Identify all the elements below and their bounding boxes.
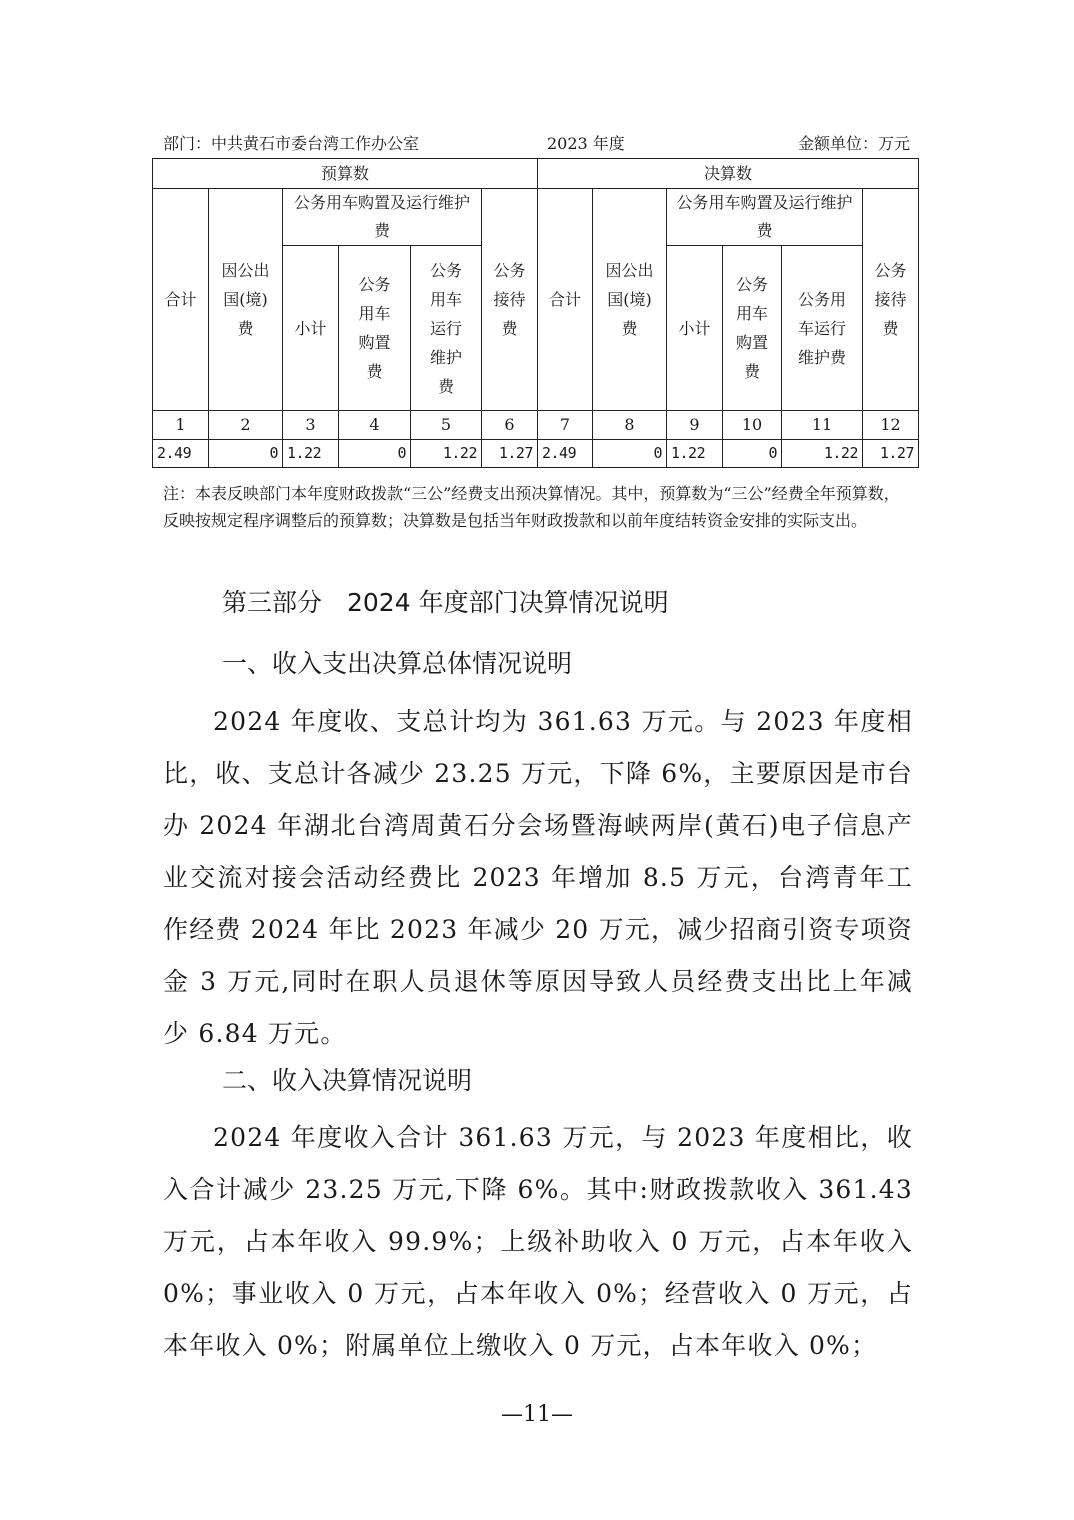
budget-total-value: 2.49 (153, 440, 209, 468)
final-reception-header: 公务接待费 (863, 189, 919, 411)
final-vehicle-group-header: 公务用车购置及运行维护费 (667, 189, 863, 246)
section-body-2: 2024 年度收入合计 361.63 万元，与 2023 年度相比，收入合计减少 23.25 万元,下降 6%。其中:财政拨款收入 361.43 万元，占本年收入 99.9%；上级补助收入 0 万元，占本年收入 0%；事业收入 0 万元，占本年收入 0%；经营收入 0 万元，占本年收入 0%；附属单位上缴收入 0 万元，占本年收入 0%； (163, 1123, 913, 1360)
budget-vehicle-group-header: 公务用车购置及运行维护费 (283, 189, 482, 246)
column-number: 7 (538, 411, 593, 440)
final-total-header: 合计 (538, 189, 593, 411)
budget-overseas-header: 因公出国(境)费 (209, 189, 283, 411)
final-reception-value: 1.27 (863, 440, 919, 468)
part-title: 第三部分 2024 年度部门决算情况说明 (222, 588, 669, 617)
column-number: 5 (411, 411, 482, 440)
final-subtotal-value: 1.22 (667, 440, 723, 468)
budget-subtotal-value: 1.22 (283, 440, 339, 468)
column-number-row (153, 411, 919, 440)
section-heading-1: 一、收入支出决算总体情况说明 (222, 649, 573, 678)
column-number: 10 (723, 411, 782, 440)
column-number: 3 (283, 411, 339, 440)
section-heading-2: 二、收入决算情况说明 (222, 1066, 473, 1095)
amount-unit-label: 金额单位：万元 (797, 134, 910, 153)
column-number: 1 (153, 411, 209, 440)
final-vehicle-operation-value: 1.22 (782, 440, 863, 468)
budget-group-header: 预算数 (153, 159, 538, 189)
budget-vehicle-operation-value: 1.22 (411, 440, 482, 468)
column-number: 8 (593, 411, 667, 440)
column-number: 6 (482, 411, 538, 440)
final-vehicle-operation-header: 公务用车运行维护费 (782, 246, 863, 411)
budget-subtotal-header: 小计 (283, 246, 339, 411)
column-number: 9 (667, 411, 723, 440)
final-overseas-value: 0 (593, 440, 667, 468)
three-public-expenses-table (152, 158, 919, 468)
budget-vehicle-purchase-value: 0 (339, 440, 411, 468)
department-label: 部门：中共黄石市委台湾工作办公室 (163, 134, 420, 153)
value-row (153, 440, 919, 468)
final-overseas-header: 因公出国(境)费 (593, 189, 667, 411)
column-number: 12 (863, 411, 919, 440)
final-total-value: 2.49 (538, 440, 593, 468)
final-vehicle-purchase-header: 公务用车购置费 (723, 246, 782, 411)
table-note: 注：本表反映部门本年度财政拨款“三公”经费支出预决算情况。其中，预算数为“三公”经费全年预算数，反映按规定程序调整后的预算数；决算数是包括当年财政拨款和以前年度结转资金安排的实际支出。 (163, 484, 900, 530)
column-number: 11 (782, 411, 863, 440)
group-header-row (153, 159, 919, 189)
final-subtotal-header: 小计 (667, 246, 723, 411)
final-vehicle-purchase-value: 0 (723, 440, 782, 468)
budget-total-header: 合计 (153, 189, 209, 411)
final-group-header: 决算数 (538, 159, 919, 189)
sub-header-row-1 (153, 189, 919, 246)
page-number: —11— (501, 1402, 573, 1427)
budget-reception-header: 公务接待费 (482, 189, 538, 411)
fiscal-year-label: 2023 年度 (547, 134, 625, 153)
column-number: 2 (209, 411, 283, 440)
budget-reception-value: 1.27 (482, 440, 538, 468)
budget-overseas-value: 0 (209, 440, 283, 468)
section-body-1: 2024 年度收、支总计均为 361.63 万元。与 2023 年度相比，收、支总计各减少 23.25 万元，下降 6%，主要原因是市台办 2024 年湖北台湾周黄石分会场暨海峡两岸(黄石)电子信息产业交流对接会活动经费比 2023 年增加 8.5 万元，台湾青年工作经费 2024 年比 2023 年减少 20 万元，减少招商引资专项资金 3 万元,同时在职人员退休等原因导致人员经费支出比上年减少 6.84 万元。 (163, 707, 913, 1048)
column-number: 4 (339, 411, 411, 440)
table-meta-row (163, 132, 910, 156)
budget-vehicle-operation-header: 公务用车运行维护费 (411, 246, 482, 411)
budget-vehicle-purchase-header: 公务用车购置费 (339, 246, 411, 411)
